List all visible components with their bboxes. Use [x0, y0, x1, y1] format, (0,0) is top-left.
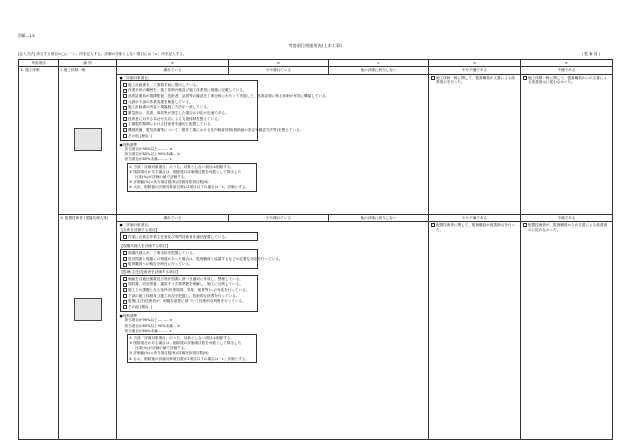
rating-label-b: やや優れている [229, 67, 329, 74]
stamp-box [74, 128, 102, 151]
list-item[interactable]: 工場製作期間における技術者を適切に配置している。 [123, 122, 256, 128]
rating-label-e: 不備である [521, 214, 613, 221]
header-sub: 細 別 [59, 60, 117, 67]
checkbox[interactable] [123, 294, 127, 298]
rating-label-d: やや不備である [429, 67, 521, 74]
checkbox[interactable] [123, 235, 127, 239]
list-item[interactable]: 契約書、設計図書、適用すべき基準類を理解し、施工に反映している。 [123, 282, 256, 288]
judge-title: ●判断基準 [119, 142, 138, 147]
evaluation-cell [117, 222, 429, 440]
checkbox[interactable] [123, 111, 127, 115]
sub-cell [59, 67, 117, 214]
instruction-text: [記入方法] 該当する項目の□に「レ」印を記入する。評価の対象としない項目には「×」印を記入する。 [18, 52, 187, 56]
e-cell [521, 74, 613, 214]
list-item[interactable]: 施工計画書の内容と現場施工方法が一致している。 [123, 105, 256, 111]
e-cell [521, 222, 613, 440]
checkbox[interactable] [123, 305, 127, 309]
d-cell [429, 74, 521, 214]
list-item[interactable]: 作業分担の範囲を、施工体制台帳及び施工体系図に明確に記載している。 [123, 88, 256, 94]
list-item[interactable]: 下請の施工体制及び施工状況を把握し、技術的な指導を行っている。 [123, 293, 256, 299]
examiner-label: ( 監 督 員 ) [581, 52, 600, 56]
rating-label-a: 優れている [117, 67, 229, 74]
rating-label-c: 他の評価に該当しない [329, 67, 429, 74]
stamp-box [74, 298, 102, 321]
evaluation-table [18, 59, 613, 440]
header-category: 考査項目 [19, 60, 59, 67]
checkbox[interactable] [123, 83, 127, 87]
list-item[interactable]: 設計図書と現場との相違があった場合は、監督職員と協議するなどの必要な対応を行っている。 [123, 256, 256, 262]
checkbox[interactable] [123, 283, 127, 287]
category-cell: 1. 施工体制 [19, 67, 59, 440]
header-c: c [329, 60, 429, 67]
header-e: e [521, 60, 613, 67]
judge-line: 該当項目が90%以上……… a [124, 318, 172, 323]
section-title: ●「評価対象項目」 [119, 223, 152, 228]
table-row [19, 214, 613, 221]
section-title: ●「評価対象項目」 [119, 75, 152, 80]
checkbox[interactable] [123, 263, 127, 267]
list-item[interactable]: 品質証明員が指揮監督、技術者、品質等の確認を工事全般にわたって実施して、品質証明に係る体制が有効に機能している。 [123, 93, 256, 99]
header-d: d [429, 60, 521, 67]
judge-line: 該当項目が80%以上90%未満… b [124, 323, 180, 328]
evaluation-cell [117, 74, 429, 214]
rating-label-e: 不備である [521, 67, 613, 74]
table-row [19, 67, 613, 74]
e-option[interactable]: 配置技術者が、監督職員からの文書による改善指示に従わなかった。 [523, 223, 611, 232]
document-title: 考査項目別運用表(土木工事) [288, 43, 342, 48]
checkbox[interactable] [431, 223, 435, 227]
list-item[interactable]: 技術者に対する本社や支店による支援体制を整えている。 [123, 116, 256, 122]
table-header-row [19, 60, 613, 67]
list-item[interactable]: 施工計画書を、工事着手前に提出している。 [123, 82, 256, 88]
list-item[interactable]: 監理(主任)技術者が、明確な意思に基づいて技術的な判断を行っている。 [123, 299, 256, 305]
checkbox[interactable] [523, 76, 527, 80]
list-item[interactable]: 緊急指示、災害、事故等が発生した場合の対応が迅速である。 [123, 110, 256, 116]
d-option[interactable]: 施工体制一般に関して、監督職員が文書による改善指示を行った。 [431, 76, 519, 85]
checkbox[interactable] [123, 123, 127, 127]
checkbox[interactable] [123, 94, 127, 98]
judge-line: 該当項目が80%未満……… c [124, 157, 172, 162]
d-option[interactable]: 配置技術者に関して、監督職員が改善指示を行った。 [431, 223, 519, 232]
checkbox[interactable] [123, 100, 127, 104]
checklist [120, 232, 258, 241]
group-title: 【全体を評価する項目】 [119, 227, 160, 232]
checkbox[interactable] [123, 89, 127, 93]
judge-line: 該当項目が90%以上……… a [124, 147, 172, 151]
checklist [120, 80, 330, 140]
list-item[interactable]: その他 [理由: ] [123, 133, 256, 139]
rating-label-a: 優れている [117, 214, 229, 221]
judge-title: ●判断基準 [119, 313, 138, 318]
notes-box: ① 当該「評価対象項目」のうち、対象としない項目は削除する。 ② 削除項目がある場合は、削除後の評価項目数を母数として算出した 比率(%)が評価の値で評価する。 ③ 評価値(%)=該当項目数(R)/評価対象項目数(N) ④ 大臣、削除後の評価対象項目数が2項目以下の場合は「c」評価とする。 [127, 163, 257, 192]
judge-line: 該当項目が80%以上90%未満… b [124, 152, 180, 157]
checklist [120, 275, 258, 312]
checkbox[interactable] [123, 128, 127, 132]
rating-label-c: 他の評価に該当しない [329, 214, 429, 221]
sub-label: II. 配置技術者 (現場代理人等) [60, 215, 109, 220]
list-item[interactable]: 価値を共通仕様書及び設計図書に基づき適切に作成し、整理している。 [123, 276, 256, 282]
checkbox[interactable] [431, 76, 435, 80]
group-title: 【監理(主任)技術者を評価する項目】 [119, 270, 180, 275]
checkbox[interactable] [123, 257, 127, 261]
list-item[interactable]: 施工上の課題となる条件(作業環境、気象、地質等)への対応を行っている。 [123, 287, 256, 293]
checklist [120, 249, 283, 269]
list-item[interactable]: 監督職員への報告を時宜に行っている。 [123, 262, 256, 268]
checkbox[interactable] [123, 288, 127, 292]
list-item[interactable]: 元請が下請の作業成果を検査している。 [123, 99, 256, 105]
sub-label: I. 施工体制一般 [60, 68, 86, 73]
checkbox[interactable] [523, 223, 527, 227]
header-a: a [117, 60, 229, 67]
e-option[interactable]: 施工体制一般に関して、監督職員からの文書による改善指示に従わなかった。 [523, 76, 611, 85]
checkbox[interactable] [123, 117, 127, 121]
sub-cell [59, 214, 117, 439]
d-cell [429, 222, 521, 440]
list-item[interactable]: その他 [理由: ] [123, 305, 256, 311]
notes-box: ① 当該「評価対象項目」のうち、対象としない項目は削除する。 ② 削除項目がある場合は、削除後の評価項目数を母数として算出した 比率(%)が評価の値で評価する。 ③ 評価値(%)=該当項目数(R)/評価対象項目数(N) ④ なお、削除後の評価対象項目数が2項目以下の場合は「c」評価とする。 [127, 334, 257, 363]
checkbox[interactable] [123, 106, 127, 110]
list-item[interactable]: 作業に必要な作業主任者及び専門技術者を適任配置している。 [123, 234, 256, 240]
rating-label-b: やや優れている [229, 214, 329, 221]
header-b: b [229, 60, 329, 67]
rating-label-d: やや不備である [429, 214, 521, 221]
checkbox[interactable] [123, 277, 127, 281]
document-ref: 別紙―1① [18, 33, 36, 38]
checkbox[interactable] [123, 134, 127, 138]
judge-line: 該当項目が80%未満……… c [124, 328, 172, 333]
checkbox[interactable] [123, 251, 127, 255]
group-title: 【現場代理人を評価する項目】 [119, 244, 170, 249]
checkbox[interactable] [123, 300, 127, 304]
list-item[interactable]: 現場代理人が、工事全体を把握している。 [123, 250, 256, 256]
list-item[interactable]: 機械設備、電気設備等について、製作工場における社内検査体制(規格値の設定や確認方法等)を整えている。 [123, 128, 256, 134]
